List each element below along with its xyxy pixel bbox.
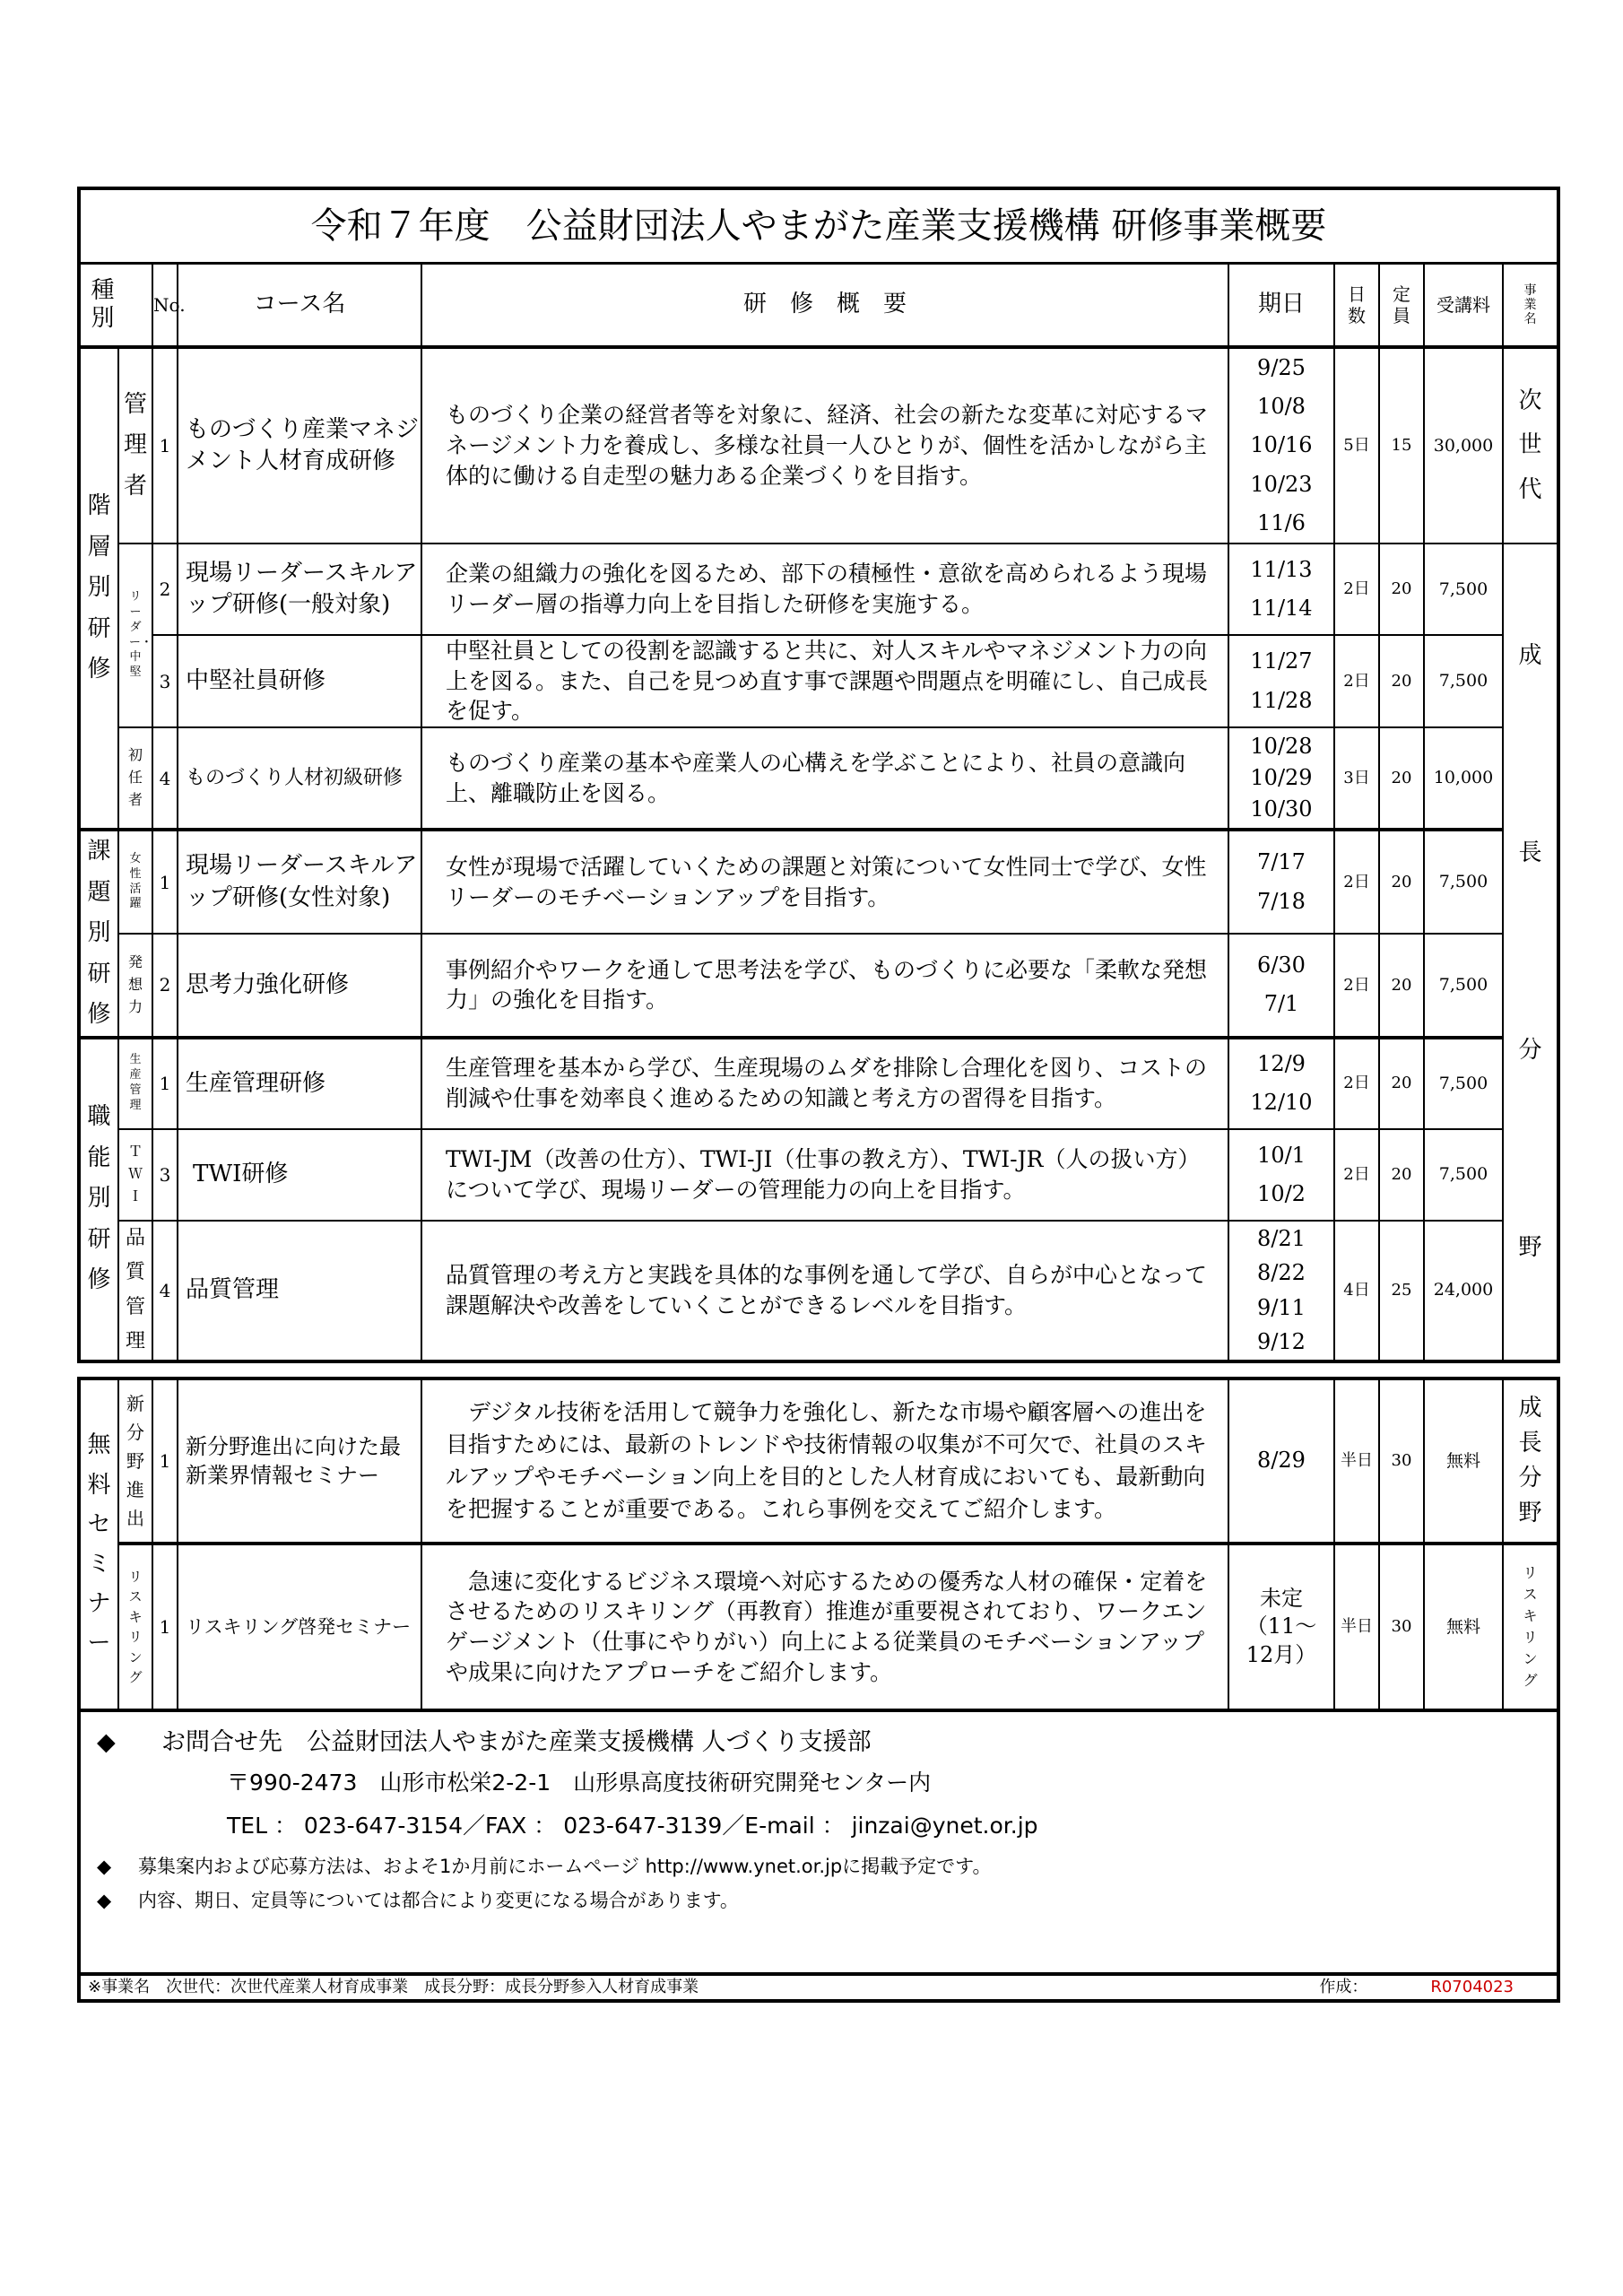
- course-capacity: 20: [1379, 1038, 1424, 1129]
- page-title: 令和７年度 公益財団法人やまがた産業支援機構 研修事業概要: [79, 188, 1558, 264]
- course-name: 思考力強化研修: [178, 934, 421, 1038]
- sub-type: 女性活躍: [118, 830, 152, 934]
- row-no: 1: [152, 1378, 178, 1544]
- footer-code: R0704023: [1430, 1978, 1514, 1997]
- course-summary: 生産管理を基本から学び、生産現場のムダを排除し合理化を図り、コストの削減や仕事を効率良く進めるための知識と考え方の習得を目指す。: [421, 1038, 1228, 1129]
- course-days: 2日: [1334, 544, 1379, 635]
- course-days: 5日: [1334, 347, 1379, 544]
- course-capacity: 20: [1379, 1129, 1424, 1221]
- contact-block: [79, 1710, 1558, 1974]
- table-row: [79, 635, 1558, 727]
- header-type: 種別: [79, 264, 152, 348]
- row-no: 1: [152, 1544, 178, 1710]
- sub-type: リスキリング: [118, 1544, 152, 1710]
- diamond-bullet-icon: ◆: [97, 1728, 116, 1756]
- group-shokuno: 職能別研修: [79, 1038, 118, 1361]
- course-fee: 7,500: [1424, 934, 1503, 1038]
- table-row: [79, 934, 1558, 1038]
- header-summary: 研 修 概 要: [421, 264, 1228, 348]
- course-name: 生産管理研修: [178, 1038, 421, 1129]
- course-days: 2日: [1334, 830, 1379, 934]
- footer-row: [79, 1974, 1558, 2001]
- course-fee: 無料: [1424, 1544, 1503, 1710]
- table-row: [79, 544, 1558, 635]
- contact-address: 〒990-2473 山形市松栄2-2-1 山形県高度技術研究開発センター内: [227, 1770, 932, 1796]
- course-capacity: 30: [1379, 1378, 1424, 1544]
- footer-legend: ※事業名 次世代：次世代産業人材育成事業 成長分野：成長分野参入人材育成事業: [88, 1978, 699, 1997]
- row-no: 1: [152, 347, 178, 544]
- course-dates: 10/1 10/2: [1228, 1129, 1334, 1221]
- row-no: 3: [152, 635, 178, 727]
- row-no: 4: [152, 727, 178, 830]
- course-summary: デジタル技術を活用して競争力を強化し、新たな市場や顧客層への進出を目指すためには、最新のトレンドや技術情報の収集が不可欠で、社員のスキルアップやモチベーション向上を目的とした人材育成においても、最新動向を把握することが重要である。これら事例を交えてご紹介します。: [421, 1378, 1228, 1544]
- course-fee: 7,500: [1424, 1038, 1503, 1129]
- row-no: 2: [152, 934, 178, 1038]
- sub-type: 品質管理: [118, 1221, 152, 1361]
- course-capacity: 20: [1379, 635, 1424, 727]
- course-summary: TWI-JM（改善の仕方）、TWI-JI（仕事の教え方）、TWI-JR（人の扱い方）について学び、現場リーダーの管理能力の向上を目指す。: [421, 1129, 1228, 1221]
- course-name: TWI研修: [178, 1129, 421, 1221]
- course-name: 中堅社員研修: [178, 635, 421, 727]
- course-capacity: 25: [1379, 1221, 1424, 1361]
- sub-type: リーダー・中堅: [118, 544, 152, 727]
- course-dates: 8/29: [1228, 1378, 1334, 1544]
- contact-heading: ◆ お問合せ先 公益財団法人やまがた産業支援機構 人づくり支援部: [97, 1728, 872, 1756]
- table-row: [79, 830, 1558, 934]
- table-row: [79, 1378, 1558, 1544]
- course-summary: 女性が現場で活躍していくための課題と対策について女性同士で学び、女性リーダーのモチベーションアップを目指す。: [421, 830, 1228, 934]
- course-dates: 8/21 8/22 9/11 9/12: [1228, 1221, 1334, 1361]
- course-name: 新分野進出に向けた最新業界情報セミナー: [178, 1378, 421, 1544]
- course-capacity: 20: [1379, 830, 1424, 934]
- course-capacity: 30: [1379, 1544, 1424, 1710]
- table-row: [79, 1038, 1558, 1129]
- course-name: 現場リーダースキルアップ研修(一般対象): [178, 544, 421, 635]
- course-fee: 7,500: [1424, 544, 1503, 635]
- course-name: ものづくり人材初級研修: [178, 727, 421, 830]
- sub-type: ＴＷＩ: [118, 1129, 152, 1221]
- course-summary: 品質管理の考え方と実践を具体的な事例を通して学び、自らが中心となって課題解決や改善をしていくことができるレベルを目指す。: [421, 1221, 1228, 1361]
- row-no: 2: [152, 544, 178, 635]
- table-row: [79, 1129, 1558, 1221]
- contact-tel: TEL ： 023-647-3154／FAX ： 023-647-3139／E-mail ： jinzai@ynet.or.jp: [227, 1813, 1038, 1839]
- course-dates: 11/27 11/28: [1228, 635, 1334, 727]
- contact-note-1: ◆ 募集案内および応募方法は、およそ1か月前にホームページ http://www.ynet.or.jpに掲載予定です。: [97, 1856, 992, 1878]
- course-dates: 6/30 7/1: [1228, 934, 1334, 1038]
- course-fee: 無料: [1424, 1378, 1503, 1544]
- footer: [79, 1974, 1558, 2001]
- sub-type: 発想力: [118, 934, 152, 1038]
- course-name: リスキリング啓発セミナー: [178, 1544, 421, 1710]
- course-name: 品質管理: [178, 1221, 421, 1361]
- course-capacity: 20: [1379, 934, 1424, 1038]
- course-dates: 9/25 10/8 10/16 10/23 11/6: [1228, 347, 1334, 544]
- sub-type: 管理者: [118, 347, 152, 544]
- header-days: 日数: [1334, 264, 1379, 348]
- course-days: 半日: [1334, 1544, 1379, 1710]
- seminar-table: [77, 1377, 1560, 2003]
- course-summary: 急速に変化するビジネス環境へ対応するための優秀な人材の確保・定着をさせるためのリスキリング（再教育）推進が重要視されており、ワークエンゲージメント（仕事にやりがい）向上による従業員のモチベーションアップや成果に向けたアプローチをご紹介します。: [421, 1544, 1228, 1710]
- course-fee: 7,500: [1424, 830, 1503, 934]
- header-no: No.: [152, 264, 178, 348]
- diamond-bullet-icon: ◆: [97, 1889, 112, 1911]
- course-capacity: 20: [1379, 544, 1424, 635]
- course-days: 2日: [1334, 635, 1379, 727]
- sub-type: 生産管理: [118, 1038, 152, 1129]
- table-row: [79, 347, 1558, 544]
- header-business: 事業名: [1503, 264, 1558, 348]
- table-row: [79, 1544, 1558, 1710]
- header-capacity: 定員: [1379, 264, 1424, 348]
- header-dates: 期日: [1228, 264, 1334, 348]
- table-row: [79, 1221, 1558, 1361]
- contact-note-2: ◆ 内容、期日、定員等については都合により変更になる場合があります。: [97, 1889, 739, 1911]
- course-dates: 11/13 11/14: [1228, 544, 1334, 635]
- course-days: 2日: [1334, 934, 1379, 1038]
- course-fee: 30,000: [1424, 347, 1503, 544]
- header-fee: 受講料: [1424, 264, 1503, 348]
- course-days: 4日: [1334, 1221, 1379, 1361]
- training-table: [77, 187, 1560, 1363]
- course-fee: 7,500: [1424, 1129, 1503, 1221]
- group-kadai: 課題別研修: [79, 830, 118, 1038]
- course-fee: 10,000: [1424, 727, 1503, 830]
- course-summary: 中堅社員としての役割を認識すると共に、対人スキルやマネジメント力の向上を図る。また、自己を見つめ直す事で課題や問題点を明確にし、自己成長を促す。: [421, 635, 1228, 727]
- course-name: 現場リーダースキルアップ研修(女性対象): [178, 830, 421, 934]
- course-capacity: 20: [1379, 727, 1424, 830]
- course-summary: ものづくり企業の経営者等を対象に、経済、社会の新たな変革に対応するマネージメント力を養成し、多様な社員一人ひとりが、個性を活かしながら主体的に働ける自走型の魅力ある企業づくりを目指す。: [421, 347, 1228, 544]
- table-row: [79, 727, 1558, 830]
- row-no: 1: [152, 830, 178, 934]
- row-no: 3: [152, 1129, 178, 1221]
- group-kaiso: 階層別研修: [79, 347, 118, 830]
- group-muryo: 無料セミナー: [79, 1378, 118, 1710]
- header-course: コース名: [178, 264, 421, 348]
- course-dates: 10/28 10/29 10/30: [1228, 727, 1334, 830]
- business-seicho-seminar: 成長分野: [1503, 1378, 1558, 1544]
- business-jisedai: 次世代: [1503, 347, 1558, 544]
- contact-row: [79, 1710, 1558, 1974]
- course-days: 3日: [1334, 727, 1379, 830]
- course-summary: 企業の組織力の強化を図るため、部下の積極性・意欲を高められるよう現場リーダー層の指導力向上を目指した研修を実施する。: [421, 544, 1228, 635]
- course-days: 2日: [1334, 1129, 1379, 1221]
- business-seicho: 成 長 分 野: [1503, 544, 1558, 1361]
- course-dates: 未定（11～12月）: [1228, 1544, 1334, 1710]
- course-days: 半日: [1334, 1378, 1379, 1544]
- row-no: 4: [152, 1221, 178, 1361]
- course-days: 2日: [1334, 1038, 1379, 1129]
- course-dates: 12/9 12/10: [1228, 1038, 1334, 1129]
- course-dates: 7/17 7/18: [1228, 830, 1334, 934]
- footer-made: 作成：: [1319, 1978, 1368, 1997]
- diamond-bullet-icon: ◆: [97, 1856, 112, 1878]
- course-fee: 24,000: [1424, 1221, 1503, 1361]
- business-reskilling: リスキリング: [1503, 1544, 1558, 1710]
- row-no: 1: [152, 1038, 178, 1129]
- course-summary: 事例紹介やワークを通して思考法を学び、ものづくりに必要な「柔軟な発想力」の強化を目指す。: [421, 934, 1228, 1038]
- sub-type: 初任者: [118, 727, 152, 830]
- course-fee: 7,500: [1424, 635, 1503, 727]
- course-name: ものづくり産業マネジメント人材育成研修: [178, 347, 421, 544]
- course-capacity: 15: [1379, 347, 1424, 544]
- sub-type: 新分野進出: [118, 1378, 152, 1544]
- course-summary: ものづくり産業の基本や産業人の心構えを学ぶことにより、社員の意識向上、離職防止を図る。: [421, 727, 1228, 830]
